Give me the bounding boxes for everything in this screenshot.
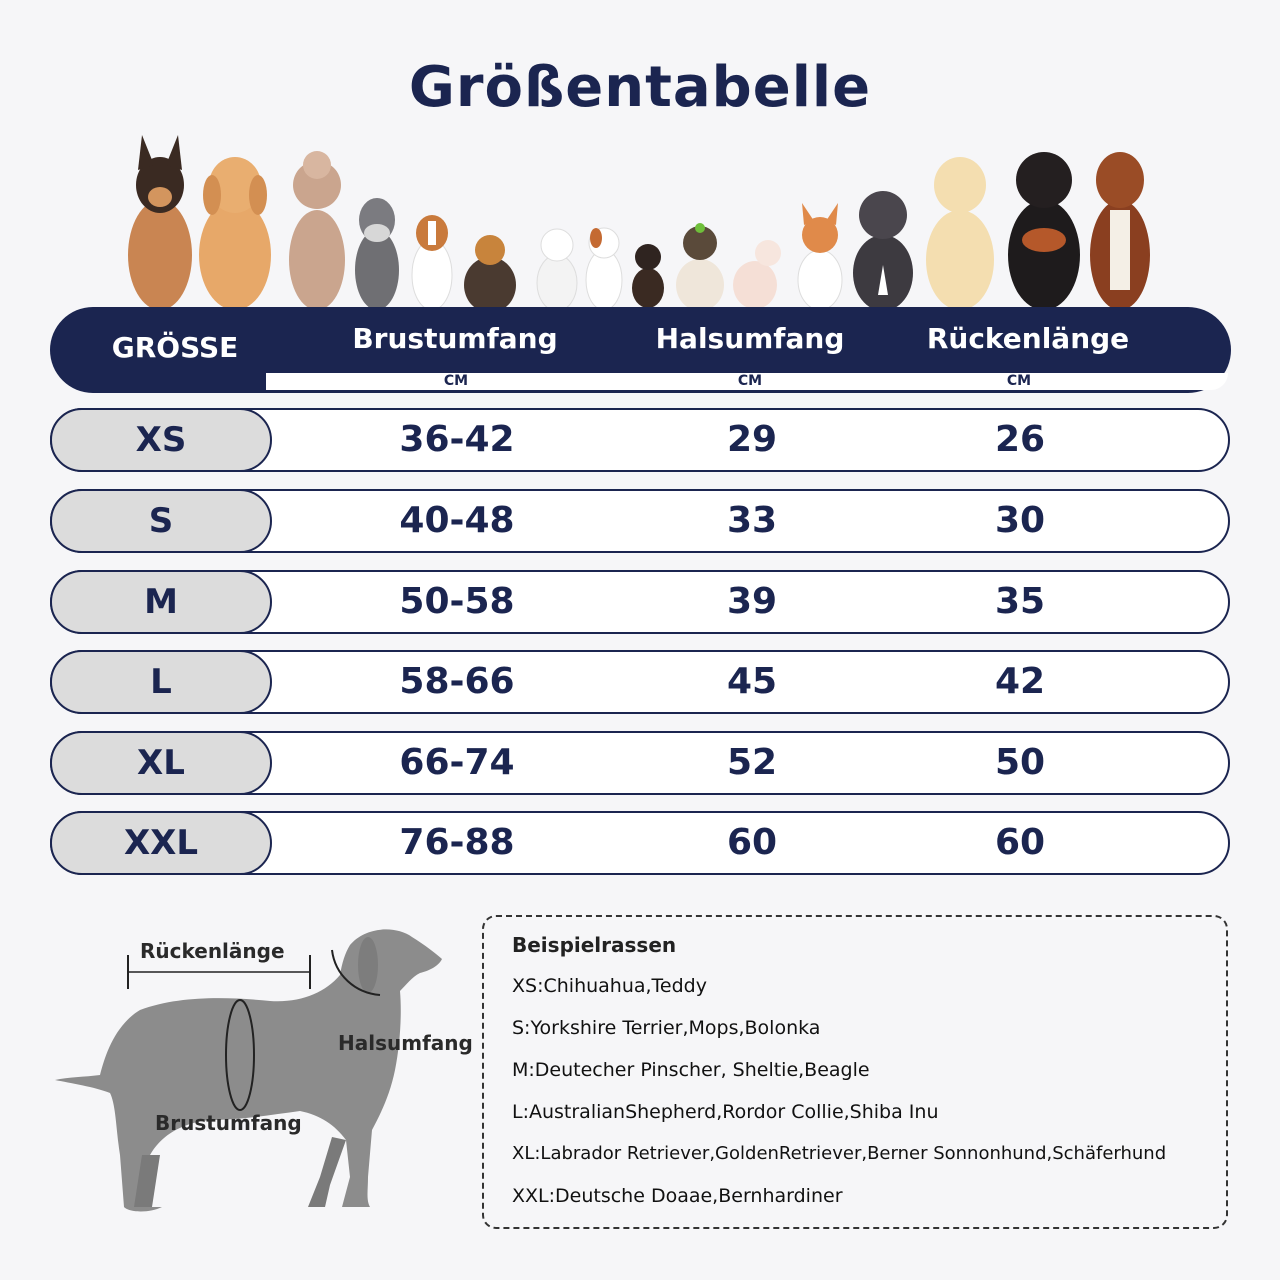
table-row [50, 408, 1230, 472]
brust-value: 40-48 [399, 500, 515, 541]
breed-line: M:Deutecher Pinscher, Sheltie,Beagle [512, 1059, 870, 1081]
unit-ruecken: CM [1006, 373, 1032, 389]
dog-dachshund-icon [632, 244, 664, 308]
size-cell: XXL [50, 811, 272, 875]
dog-beagle-icon [412, 215, 452, 310]
ruecken-value: 60 [994, 822, 1046, 863]
hals-value: 29 [726, 419, 778, 460]
ruecken-value: 30 [994, 500, 1046, 541]
breed-line: XL:Labrador Retriever,GoldenRetriever,Berner Sonnonhund,Schäferhund [512, 1143, 1167, 1164]
header-size: GRÖSSE [111, 331, 239, 364]
hals-value: 33 [726, 500, 778, 541]
hals-value: 45 [726, 661, 778, 702]
breeds-title: Beispielrassen [512, 933, 677, 957]
dog-illustrations [120, 125, 1170, 310]
brust-value: 58-66 [399, 661, 515, 702]
breed-line: L:AustralianShepherd,Rordor Collie,Shiba Inu [512, 1101, 939, 1123]
dog-silhouette-icon [50, 915, 480, 1235]
ruecken-value: 26 [994, 419, 1046, 460]
brust-value: 76-88 [399, 822, 515, 863]
table-row [50, 731, 1230, 795]
table-row [50, 811, 1230, 875]
dog-boxer-icon [1090, 152, 1150, 310]
page-title: Größentabelle [408, 55, 872, 120]
dog-corgi-icon [798, 203, 842, 310]
size-cell: XL [50, 731, 272, 795]
hals-value: 60 [726, 822, 778, 863]
dog-staffordshire-icon [853, 191, 913, 310]
dog-labrador-icon [926, 157, 994, 310]
table-row [50, 489, 1230, 553]
dog-poodle-icon [289, 151, 345, 310]
breed-line: S:Yorkshire Terrier,Mops,Bolonka [512, 1017, 821, 1039]
ruecken-value: 50 [994, 742, 1046, 783]
hals-value: 52 [726, 742, 778, 783]
label-halsumfang: Halsumfang [338, 1031, 473, 1055]
dog-golden-retriever-icon [199, 157, 271, 310]
header-rueckenlaenge: Rückenlänge [926, 322, 1130, 355]
breed-line: XXL:Deutsche Doaae,Bernhardiner [512, 1185, 843, 1207]
brust-value: 66-74 [399, 742, 515, 783]
label-rueckenlaenge: Rückenlänge [140, 939, 285, 963]
header-halsumfang: Halsumfang [655, 322, 845, 355]
unit-brust: CM [443, 373, 469, 389]
hals-value: 39 [726, 581, 778, 622]
dog-french-bulldog-icon [733, 240, 781, 309]
ruecken-value: 42 [994, 661, 1046, 702]
units-strip [266, 373, 1228, 390]
brust-value: 50-58 [399, 581, 515, 622]
breed-line: XS:Chihuahua,Teddy [512, 975, 707, 997]
size-cell: S [50, 489, 272, 553]
measurement-diagram [50, 915, 480, 1235]
dog-german-shepherd-icon [128, 135, 192, 310]
ruecken-value: 35 [994, 581, 1046, 622]
example-breeds-box [482, 915, 1228, 1229]
dog-jack-russell-icon [586, 228, 622, 310]
brust-value: 36-42 [399, 419, 515, 460]
size-cell: L [50, 650, 272, 714]
dog-schnauzer-icon [355, 198, 399, 310]
header-brustumfang: Brustumfang [352, 322, 558, 355]
dog-westie-icon [537, 229, 577, 310]
size-cell: XS [50, 408, 272, 472]
table-row [50, 650, 1230, 714]
table-row [50, 570, 1230, 634]
dog-shih-tzu-icon [676, 223, 724, 310]
label-brustumfang: Brustumfang [155, 1111, 302, 1135]
dog-yorkshire-icon [464, 235, 516, 310]
table-header [50, 307, 1231, 393]
dog-rottweiler-icon [1008, 152, 1080, 310]
unit-hals: CM [737, 373, 763, 389]
size-cell: M [50, 570, 272, 634]
